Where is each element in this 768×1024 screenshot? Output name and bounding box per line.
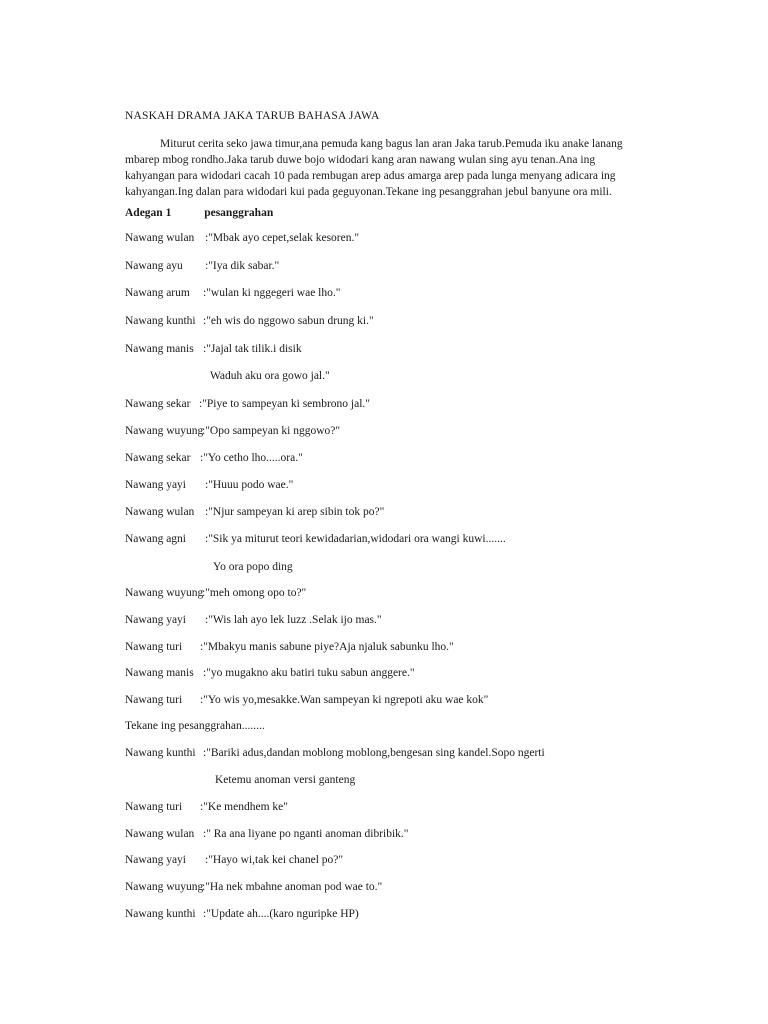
dialogue-line	[125, 531, 506, 547]
document-title: NASKAH DRAMA JAKA TARUB BAHASA JAWA	[125, 110, 380, 122]
speaker-name: Nawang manis	[125, 343, 194, 355]
speech-text: :"yo mugakno aku batiri tuku sabun anggere."	[203, 667, 415, 679]
speech-continuation: Waduh aku ora gowo jal."	[210, 370, 330, 382]
dialogue-line	[125, 423, 341, 439]
speaker-name: Nawang ayu	[125, 260, 183, 272]
speech-text: :"Ke mendhem ke"	[200, 801, 288, 813]
dialogue-line	[125, 477, 294, 493]
speaker-name: Nawang kunthi	[125, 315, 196, 327]
dialogue-line	[125, 852, 344, 868]
speech-text: :" Ra ana liyane po nganti anoman dibribik."	[203, 828, 409, 840]
speech-text: :"Ha nek mbahne anoman pod wae to."	[202, 881, 383, 893]
dialogue-line	[125, 799, 288, 815]
speaker-name: Nawang turi	[125, 801, 183, 813]
intro-line: Miturut cerita seko jawa timur,ana pemuda kang bagus lan aran Jaka tarub.Pemuda iku anake lanang	[160, 138, 623, 150]
speaker-name: Nawang yayi	[125, 479, 186, 491]
speech-text: :"Bariki adus,dandan moblong moblong,bengesan sing kandel.Sopo ngerti	[203, 747, 545, 759]
speaker-name: Nawang wuyung	[125, 425, 204, 437]
speech-text: :"eh wis do nggowo sabun drung ki."	[203, 315, 374, 327]
speaker-name: Nawang wuyung	[125, 587, 204, 599]
speech-text: :"Huuu podo wae."	[205, 479, 294, 491]
speech-text: :"Yo cetho lho.....ora."	[200, 452, 303, 464]
speaker-name: Nawang kunthi	[125, 747, 196, 759]
scene-label: Adegan 1	[125, 207, 172, 219]
dialogue-line	[125, 745, 545, 761]
stage-direction: Tekane ing pesanggrahan........	[125, 720, 265, 732]
scene-heading	[125, 207, 273, 219]
intro-line: kahyangan para widodari cacah 10 pada rembugan arep adus amarga arep pada lunga menyang adicara ing	[125, 170, 616, 182]
dialogue-line	[125, 230, 360, 246]
dialogue-line	[125, 906, 359, 922]
speaker-name: Nawang turi	[125, 641, 183, 653]
speech-text: :"Opo sampeyan ki nggowo?"	[202, 425, 341, 437]
speech-text: :"Update ah....(karo nguripke HP)	[203, 908, 359, 920]
intro-line: mbarep mbog rondho.Jaka tarub duwe bojo widodari kang aran nawang wulan sing ayu tenan.Ana ing	[125, 154, 596, 166]
speech-continuation: Ketemu anoman versi ganteng	[215, 774, 356, 786]
speaker-name: Nawang turi	[125, 694, 183, 706]
speaker-name: Nawang agni	[125, 533, 186, 545]
dialogue-line	[125, 258, 280, 274]
dialogue-line	[125, 585, 307, 601]
speaker-name: Nawang wulan	[125, 828, 195, 840]
dialogue-line	[125, 450, 303, 466]
dialogue-line	[125, 285, 341, 301]
speech-text: :"wulan ki nggegeri wae lho."	[203, 287, 341, 299]
speaker-name: Nawang sekar	[125, 398, 191, 410]
dialogue-line	[125, 341, 302, 357]
speech-text: :"meh omong opo to?"	[202, 587, 307, 599]
dialogue-line	[125, 504, 385, 520]
speaker-name: Nawang wulan	[125, 232, 195, 244]
intro-paragraph	[125, 136, 645, 200]
speech-text: :"Hayo wi,tak kei chanel po?"	[205, 854, 344, 866]
speech-text: :"Iya dik sabar."	[205, 260, 280, 272]
speech-text: :"Njur sampeyan ki arep sibin tok po?"	[205, 506, 385, 518]
speaker-name: Nawang yayi	[125, 854, 186, 866]
scene-name: pesanggrahan	[204, 207, 274, 219]
speaker-name: Nawang sekar	[125, 452, 191, 464]
speaker-name: Nawang arum	[125, 287, 190, 299]
dialogue-line	[125, 665, 415, 681]
dialogue-line	[125, 639, 454, 655]
dialogue-line	[125, 879, 383, 895]
speech-text: :"Jajal tak tilik.i disik	[203, 343, 302, 355]
dialogue-line	[125, 313, 374, 329]
speech-text: :"Wis lah ayo lek luzz .Selak ijo mas."	[205, 614, 382, 626]
speech-text: :"Yo wis yo,mesakke.Wan sampeyan ki ngrepoti aku wae kok"	[200, 694, 489, 706]
intro-line: kahyangan.Ing dalan para widodari kui pada geguyonan.Tekane ing pesanggrahan jebul banyune ora mili.	[125, 186, 612, 198]
dialogue-line	[125, 396, 371, 412]
dialogue-line	[125, 692, 489, 708]
speaker-name: Nawang wuyung	[125, 881, 204, 893]
speaker-name: Nawang manis	[125, 667, 194, 679]
speaker-name: Nawang yayi	[125, 614, 186, 626]
speech-text: :"Mbakyu manis sabune piye?Aja njaluk sabunku lho."	[200, 641, 454, 653]
speech-text: :"Piye to sampeyan ki sembrono jal."	[199, 398, 371, 410]
speaker-name: Nawang kunthi	[125, 908, 196, 920]
dialogue-line	[125, 612, 382, 628]
dialogue-line	[125, 826, 409, 842]
speech-text: :"Sik ya miturut teori kewidadarian,widodari ora wangi kuwi.......	[205, 533, 506, 545]
speech-continuation: Yo ora popo ding	[213, 561, 293, 573]
speech-text: :"Mbak ayo cepet,selak kesoren."	[205, 232, 360, 244]
speaker-name: Nawang wulan	[125, 506, 195, 518]
